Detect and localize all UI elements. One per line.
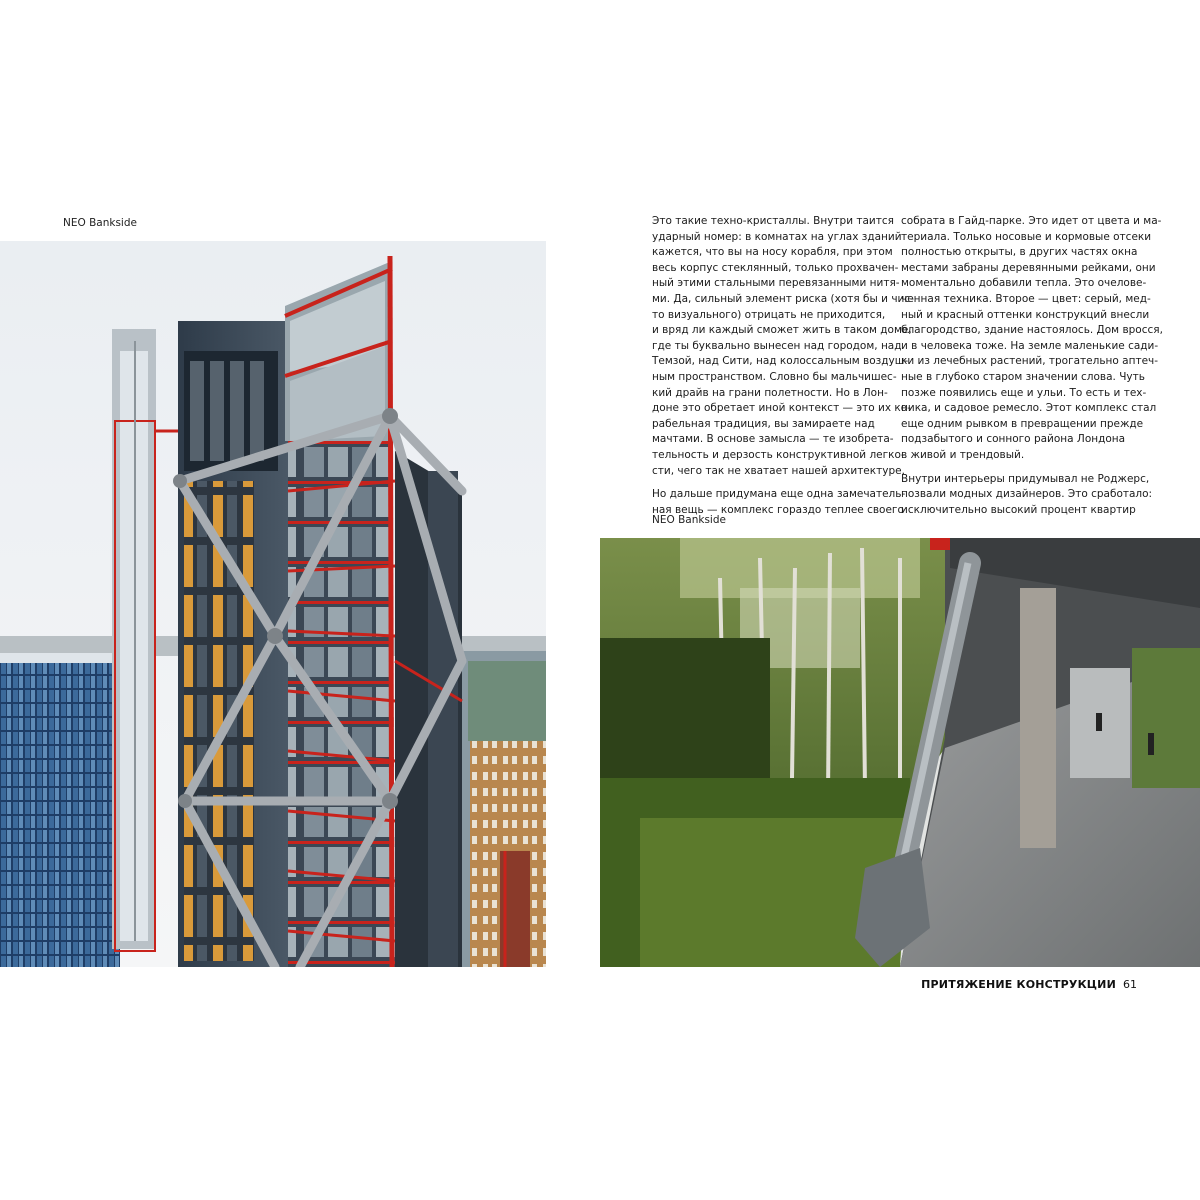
text-line: кажется, что вы на носу корабля, при этом (652, 246, 893, 259)
paragraph (901, 214, 1163, 464)
text-line: кий драйв на грани полетности. Но в Лон- (652, 386, 888, 399)
text-line: териала. Только носовые и кормовые отсеки (901, 230, 1152, 243)
text-line: местами забраны деревянными рейками, они (901, 261, 1156, 274)
text-line: и вряд ли каждый сможет жить в таком доме, (652, 324, 912, 337)
page-footer (921, 978, 1137, 991)
text-line: Темзой, над Сити, над колоссальным воздуш- (652, 355, 909, 368)
text-line: ные в глубоко старом значении слова. Чуть (901, 370, 1145, 383)
text-line: ный этими стальными перевязанными нитя- (652, 277, 900, 290)
text-line: собрата в Гайд-парке. Это идет от цвета и ма- (901, 215, 1162, 227)
text-column-2 (901, 214, 1163, 526)
text-line: ми. Да, сильный элемент риска (хотя бы и чис- (652, 292, 914, 305)
text-line: Это такие техно-кристаллы. Внутри таится (652, 215, 894, 227)
text-line: ника, и садовое ремесло. Этот комплекс стал (901, 402, 1157, 415)
text-line: где ты буквально вынесен над городом, над (652, 339, 902, 352)
text-line: Внутри интерьеры придумывал не Роджерс, (901, 472, 1150, 485)
left-photo-caption: NEO Bankside (63, 217, 137, 229)
text-line: ная вещь — комплекс гораздо теплее своего (652, 503, 904, 516)
text-line: тельность и дерзость конструктивной легко- (652, 448, 905, 461)
text-line: ударный номер: в комнатах на углах зданий (652, 230, 902, 243)
section-title: ПРИТЯЖЕНИЕ КОНСТРУКЦИИ (921, 978, 1116, 991)
text-column-1 (652, 214, 914, 526)
text-line: сти, чего так не хватает нашей архитектуре. (652, 464, 905, 477)
text-line: позвали модных дизайнеров. Это сработало: (901, 488, 1153, 501)
text-line: весь корпус стеклянный, только прохвачен- (652, 261, 899, 274)
text-line: еще одним рывком в превращении прежде (901, 417, 1144, 430)
text-line: Но дальше придумана еще одна замечатель- (652, 488, 906, 501)
text-line: моментально добавили тепла. Это очелове- (901, 277, 1147, 290)
text-line: ным пространством. Словно бы мальчишес- (652, 370, 897, 383)
text-line: в живой и трендовый. (901, 448, 1025, 461)
paragraph (652, 214, 914, 479)
page-number: 61 (1123, 978, 1137, 991)
paragraph (901, 472, 1163, 519)
right-photo-caption: NEO Bankside (652, 514, 726, 526)
text-line: исключительно высокий процент квартир (901, 503, 1136, 516)
text-line: ки из лечебных растений, трогательно аптеч- (901, 355, 1159, 368)
text-line: ченная техника. Второе — цвет: серый, мед- (901, 292, 1151, 305)
text-line: доне это обретает иной контекст — это их ко- (652, 402, 911, 415)
text-line: подзабытого и сонного района Лондона (901, 433, 1126, 446)
tower-photo (0, 241, 546, 967)
text-line: ный и красный оттенки конструкций внесли (901, 308, 1150, 321)
text-line: позже появились еще и ульи. То есть и тех- (901, 386, 1147, 399)
garden-photo (600, 538, 1200, 967)
text-line: то визуального) отрицать не приходится, (652, 308, 886, 321)
text-line: рабельная традиция, вы замираете над (652, 417, 875, 430)
text-line: полностью открыты, в других частях окна (901, 246, 1138, 259)
text-line: мачтами. В основе замысла — те изобрета- (652, 433, 894, 446)
text-line: и в человека тоже. На земле маленькие сади- (901, 339, 1159, 352)
text-line: благородство, здание настоялось. Дом вросся, (901, 324, 1163, 337)
